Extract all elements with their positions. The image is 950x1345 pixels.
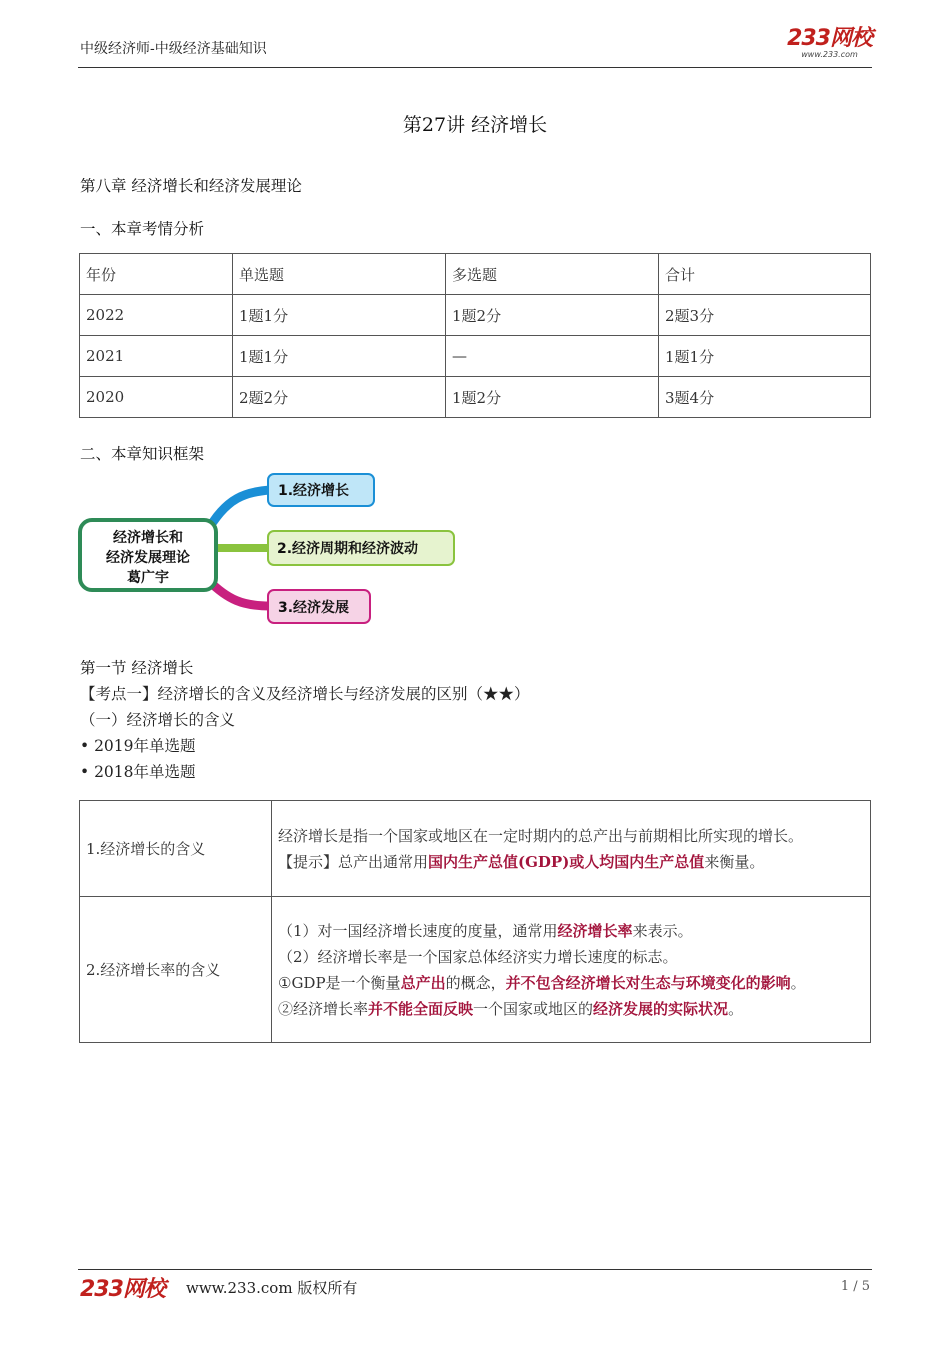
- content-table: [79, 800, 871, 1043]
- header-cell: 单选题: [233, 254, 446, 295]
- text-span: 一个国家或地区的: [473, 999, 594, 1018]
- text-span: 来表示。: [632, 921, 693, 940]
- text-span: ①GDP是一个衡量: [278, 973, 401, 992]
- header-cell: 合计: [659, 254, 871, 295]
- table-cell: 2020: [80, 377, 233, 418]
- highlight-span: 经济增长率: [557, 921, 633, 940]
- highlight-span: 并不能全面反映: [368, 999, 474, 1018]
- table-cell: 2021: [80, 336, 233, 377]
- content-line-3: [278, 970, 864, 996]
- table-cell: 1题1分: [233, 336, 446, 377]
- branch-label-2: 2.经济周期和经济波动: [277, 541, 419, 557]
- table-cell: 1题1分: [659, 336, 871, 377]
- chapter-title: 第八章 经济增长和经济发展理论: [80, 177, 302, 195]
- row-label-cell: 2.经济增长率的含义: [80, 897, 272, 1043]
- branch-label-3: 3.经济发展: [278, 600, 350, 616]
- table-cell: 1题2分: [446, 295, 659, 336]
- definition-text: 经济增长是指一个国家或地区在一定时期内的总产出与前期相比所实现的增长。: [278, 826, 804, 845]
- bullet-item: • 2018年单选题: [80, 763, 196, 781]
- footer-logo: 233网校: [80, 1277, 165, 1302]
- table-cell: 1题1分: [233, 295, 446, 336]
- content-line-2: （2）经济增长率是一个国家总体经济实力增长速度的标志。: [278, 947, 678, 966]
- branch-connector-3: [208, 580, 270, 606]
- content-line-1: [278, 918, 864, 944]
- section-title-growth: 第一节 经济增长: [80, 659, 194, 677]
- exam-analysis-table: [79, 253, 871, 418]
- footer-copyright: www.233.com 版权所有: [186, 1279, 358, 1297]
- table-row: [80, 801, 871, 897]
- table-cell: 2题3分: [659, 295, 871, 336]
- section-exam-analysis-title: 一、本章考情分析: [80, 220, 205, 238]
- header-doc-title: 中级经济师-中级经济基础知识: [80, 41, 267, 57]
- table-row: [80, 295, 871, 336]
- text-span: （1）对一国经济增长速度的度量，通常用: [278, 921, 558, 940]
- table-row: [80, 897, 871, 1043]
- table-cell: 3题4分: [659, 377, 871, 418]
- header-cell: 年份: [80, 254, 233, 295]
- brand-logo: [787, 28, 872, 59]
- row-content-cell: [272, 897, 871, 1043]
- highlight-span: 经济发展的实际状况: [593, 999, 729, 1018]
- table-cell: —: [446, 336, 659, 377]
- tip-suffix: 来衡量。: [704, 852, 765, 871]
- text-span: 的概念，: [445, 973, 506, 992]
- section-framework-title: 二、本章知识框架: [80, 445, 205, 463]
- table-cell: 2题2分: [233, 377, 446, 418]
- highlight-span: 并不包含经济增长对生态与环境变化的影响: [505, 973, 791, 992]
- highlight-span: 总产出: [400, 973, 446, 992]
- root-line-2: 经济发展理论: [106, 550, 190, 566]
- row-label-cell: 1.经济增长的含义: [80, 801, 272, 897]
- header-divider: [78, 67, 872, 68]
- table-row: [80, 377, 871, 418]
- tip-highlight: 国内生产总值(GDP)或人均国内生产总值: [428, 852, 705, 871]
- root-line-1: 经济增长和: [113, 530, 183, 546]
- text-span: 。: [728, 999, 744, 1018]
- logo-main-text: 233网校: [787, 26, 872, 51]
- header-cell: 多选题: [446, 254, 659, 295]
- table-cell: 2022: [80, 295, 233, 336]
- branch-label-1: 1.经济增长: [278, 483, 350, 499]
- tip-prefix: 【提示】总产出通常用: [278, 852, 429, 871]
- table-cell: 1题2分: [446, 377, 659, 418]
- page-number: 1 / 5: [840, 1279, 870, 1294]
- root-line-3: 葛广宇: [127, 570, 169, 586]
- content-line-4: [278, 996, 864, 1022]
- row-content-cell: [272, 801, 871, 897]
- sub-section-title: （一）经济增长的含义: [80, 711, 236, 729]
- text-span: 。: [790, 973, 806, 992]
- table-header-row: [80, 254, 871, 295]
- table-row: [80, 336, 871, 377]
- footer-divider: [78, 1269, 872, 1270]
- logo-url: www.233.com: [801, 50, 858, 59]
- knowledge-mindmap: [78, 470, 478, 630]
- branch-connector-1: [213, 490, 270, 522]
- lecture-title: 第27讲 经济增长: [402, 114, 548, 136]
- text-span: ②经济增长率: [278, 999, 369, 1018]
- bullet-item: • 2019年单选题: [80, 737, 196, 755]
- kaodian-line: 【考点一】经济增长的含义及经济增长与经济发展的区别（★★）: [80, 685, 530, 703]
- tip-text: [278, 849, 864, 875]
